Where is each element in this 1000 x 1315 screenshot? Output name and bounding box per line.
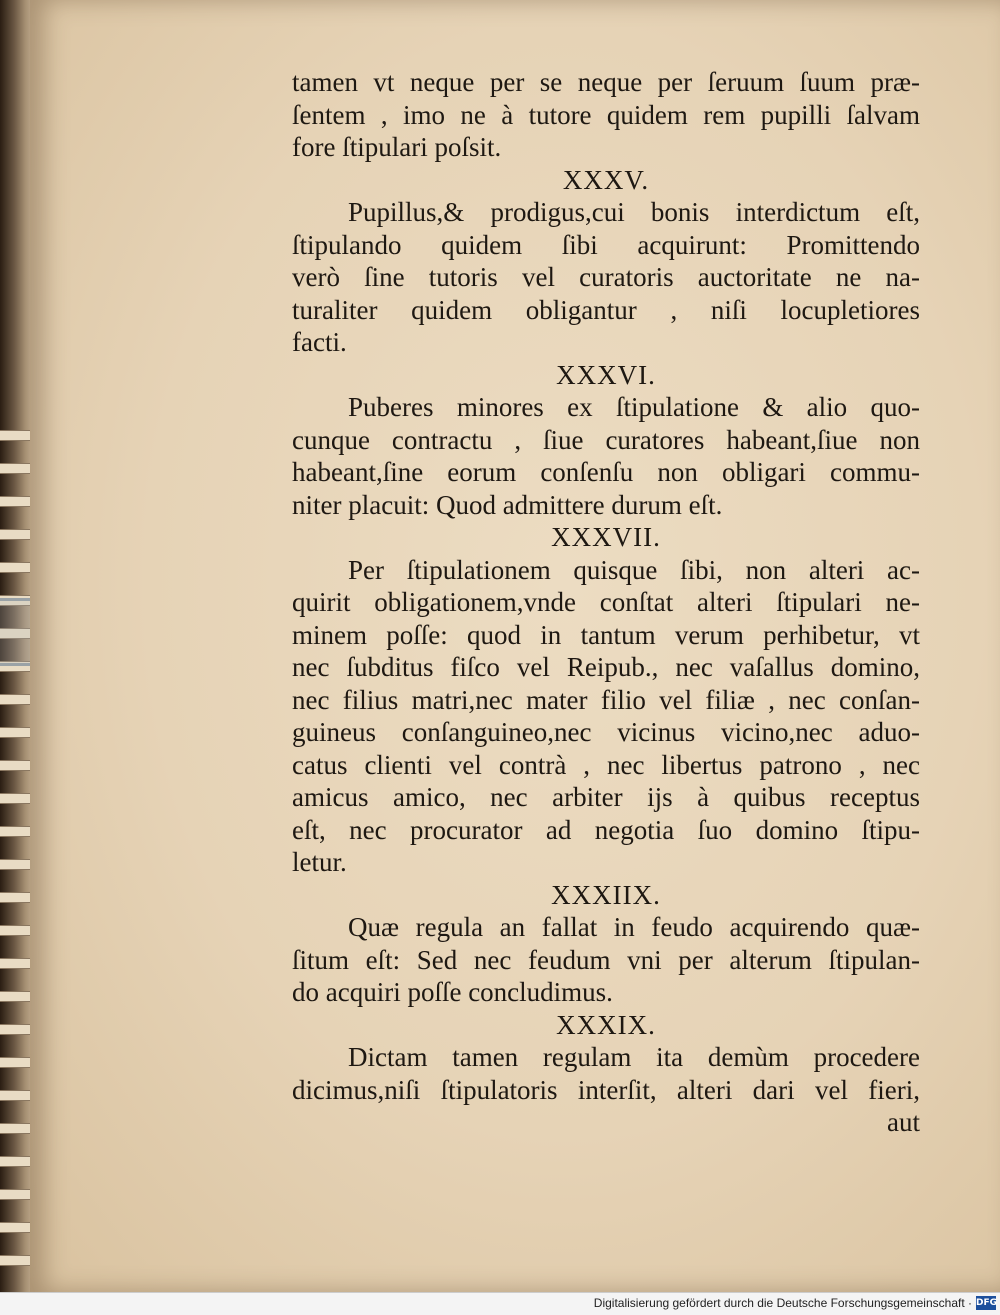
text-line: letur.: [292, 847, 347, 877]
text-line: nec filius matri,nec mater filio vel filiæ , nec conſan-: [292, 684, 920, 715]
page-text: [292, 66, 920, 1139]
text-line: fore ſtipulari poſsit.: [292, 132, 502, 162]
page-edge-stripe: [0, 925, 30, 936]
text-line: do acquiri poſſe concludimus.: [292, 977, 613, 1007]
page-edge-stripe: [0, 1189, 30, 1200]
section-heading: XXXIX.: [556, 1009, 656, 1040]
page-edge-stripe: [0, 727, 30, 738]
page-edge-stripe: [0, 1024, 30, 1035]
section-heading: XXXVII.: [551, 522, 661, 552]
page-edge-stripe: [0, 958, 30, 969]
text-line: eſt, nec procurator ad negotia ſuo domino ſtipu-: [292, 814, 920, 845]
page-edge-stripe: [0, 430, 30, 441]
page-edge-stripe: [0, 859, 30, 870]
funding-credit: Digitalisierung gefördert durch die Deutsche Forschungsgemeinschaft ·: [593, 1296, 972, 1310]
section-heading: XXXVI.: [556, 359, 656, 390]
dfg-logo[interactable]: DFG: [976, 1298, 998, 1308]
section-heading: XXXV.: [562, 164, 650, 195]
page-edge-stripe: [0, 826, 30, 837]
text-line: Puberes minores ex ſtipulatione & alio quo-: [348, 392, 920, 422]
page-edge-stripe: [0, 1156, 30, 1167]
page-edge-stripe: [0, 694, 30, 705]
text-line: facti.: [292, 327, 347, 357]
text-line: cunque contractu , ſiue curatores habeant,ſiue non: [292, 424, 920, 455]
page-edge-stripe: [0, 1123, 30, 1134]
text-line: verò ſine tutoris vel curatoris auctoritate ne na-: [292, 262, 920, 292]
text-line: nec ſubditus fiſco vel Reipub., nec vaſallus domino,: [292, 652, 920, 682]
text-line: ſtipulando quidem ſibi acquirunt: Promittendo: [292, 229, 920, 260]
text-line: guineus conſanguineo,nec vicinus vicino,nec aduo-: [292, 717, 920, 747]
text-line: tamen vt neque per se neque per ſeruum ſuum præ-: [292, 67, 920, 97]
text-line: dicimus,niſi ſtipulatoris interſit, alteri dari vel fieri,: [292, 1074, 920, 1105]
page-edge-stripe: [0, 463, 30, 474]
digitization-footer: [0, 1292, 1000, 1315]
page-edge-stripe: [0, 793, 30, 804]
catchword: aut: [887, 1107, 920, 1137]
text-line: ſitum eſt: Sed nec feudum vni per alterum ſtipulan-: [292, 944, 920, 975]
page-edge-stripe: [0, 1255, 30, 1266]
text-line: Dictam tamen regulam ita demùm procedere: [348, 1042, 920, 1072]
text-line: Quæ regula an fallat in feudo acquirendo quæ-: [348, 912, 920, 942]
text-line: niter placuit: Quod admittere durum eſt.: [292, 489, 723, 520]
text-line: Per ſtipulationem quisque ſibi, non alteri ac-: [348, 554, 920, 585]
text-line: Pupillus,& prodigus,cui bonis interdictum eſt,: [348, 197, 920, 227]
page-edge-stripe: [0, 496, 30, 507]
page-edge-stripe: [0, 529, 30, 540]
text-line: habeant,ſine eorum conſenſu non obligari commu-: [292, 457, 920, 487]
page-edge-stripe: [0, 1057, 30, 1068]
text-line: turaliter quidem obligantur , niſi locupletiores: [292, 294, 920, 325]
page-edge-stripe: [0, 892, 30, 903]
page-edge-stripe: [0, 1090, 30, 1101]
section-heading: XXXIIX.: [551, 879, 661, 910]
page-edge-stripe: [0, 991, 30, 1002]
page-edge-stripe: [0, 562, 30, 573]
text-line: ſentem , imo ne à tutore quidem rem pupilli ſalvam: [292, 99, 920, 130]
text-line: catus clienti vel contrà , nec libertus patrono , nec: [292, 749, 920, 780]
page-edge-stripe: [0, 760, 30, 771]
text-line: minem poſſe: quod in tantum verum perhibetur, vt: [292, 619, 920, 650]
text-line: quirit obligationem,vnde conſtat alteri ſtipulari ne-: [292, 587, 920, 617]
page-edge-stripe: [0, 1222, 30, 1233]
text-line: amicus amico, nec arbiter ijs à quibus receptus: [292, 782, 920, 812]
